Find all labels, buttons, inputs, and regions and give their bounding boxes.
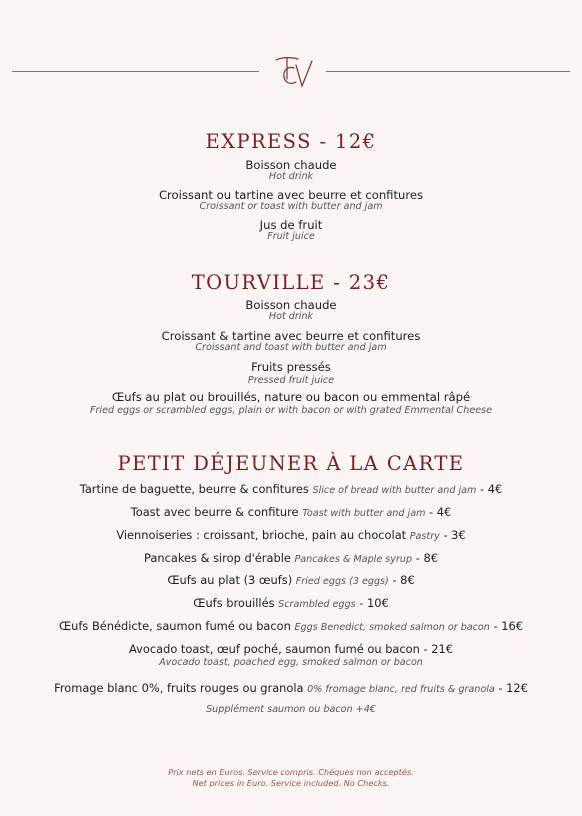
tourville-title: TOURVILLE - 23€ <box>191 271 391 294</box>
menu-item-price: - 12€ <box>498 681 528 695</box>
express-item-en: Croissant or toast with butter and jam <box>199 201 383 212</box>
menu-item-name: Avocado toast, œuf poché, saumon fumé ou bacon <box>129 642 420 656</box>
menu-item-name: Œufs au plat (3 œufs) <box>167 573 293 587</box>
menu-item <box>0 573 582 587</box>
menu-item-translation: Pastry <box>409 531 440 542</box>
tourville-item-fr: Fruits pressés <box>251 360 331 374</box>
menu-item-name: Fromage blanc 0%, fruits rouges ou granola <box>54 681 304 695</box>
menu-item-name: Pancakes & sirop d'érable <box>144 551 291 565</box>
express-title: EXPRESS - 12€ <box>205 130 377 153</box>
menu-item-translation: Toast with butter and jam <box>302 508 426 519</box>
menu-item-price: - 21€ <box>423 642 453 656</box>
menu-item-price: - 8€ <box>392 573 415 587</box>
express-item-fr: Jus de fruit <box>259 218 323 232</box>
menu-item-price: - 4€ <box>429 505 452 519</box>
footer-note-fr: Prix nets en Euros. Service compris. Chèques non acceptés. <box>168 767 414 777</box>
menu-item <box>0 681 582 695</box>
menu-item <box>0 482 582 496</box>
header-divider-left <box>12 71 259 72</box>
menu-item <box>0 505 582 519</box>
monogram-logo-icon <box>270 52 316 92</box>
menu-item-name: Viennoiseries : croissant, brioche, pain au chocolat <box>116 528 407 542</box>
express-item-en: Fruit juice <box>267 231 315 242</box>
menu-item <box>0 528 582 542</box>
menu-item-price: - 16€ <box>493 619 523 633</box>
supplement-note: Supplément saumon ou bacon +4€ <box>206 704 376 715</box>
menu-item <box>0 551 582 565</box>
menu-item-name: Toast avec beurre & confiture <box>130 505 299 519</box>
menu-item-price: - 10€ <box>359 596 389 610</box>
footer-note-en: Net prices in Euro. Service included. No Checks. <box>192 778 390 788</box>
tourville-item-en: Pressed fruit juice <box>247 375 335 386</box>
menu-item <box>0 642 582 656</box>
header-divider-right <box>326 71 570 72</box>
menu-item-translation: Scrambled eggs <box>278 599 356 610</box>
tourville-item-fr: Croissant & tartine avec beurre et confitures <box>161 329 421 343</box>
menu-item-price: - 3€ <box>443 528 466 542</box>
menu-item <box>0 619 582 633</box>
menu-item-name: Œufs brouillés <box>193 596 275 610</box>
menu-item-translation: Avocado toast, poached egg, smoked salmon or bacon <box>159 657 423 668</box>
menu-item-name: Tartine de baguette, beurre & confitures <box>79 482 309 496</box>
tourville-item-en: Hot drink <box>268 311 314 322</box>
tourville-item-en: Fried eggs or scrambled eggs, plain or with bacon or with grated Emmental Cheese <box>89 405 493 416</box>
menu-item-translation: Fried eggs (3 eggs) <box>295 576 389 587</box>
menu-item-translation: Pancakes & Maple syrup <box>294 554 413 565</box>
menu-item-translation: 0% fromage blanc, red fruits & granola <box>307 684 495 695</box>
express-item-fr: Boisson chaude <box>245 158 337 172</box>
menu-item <box>0 596 582 610</box>
menu-item-price: - 8€ <box>415 551 438 565</box>
tourville-item-fr: Boisson chaude <box>245 298 337 312</box>
carte-title: PETIT DÉJEUNER À LA CARTE <box>117 452 465 475</box>
menu-item-name: Œufs Bénédicte, saumon fumé ou bacon <box>59 619 291 633</box>
tourville-item-en: Croissant and toast with butter and jam <box>195 342 387 353</box>
menu-item-price: - 4€ <box>480 482 503 496</box>
menu-item-translation: Eggs Benedict, smoked salmon or bacon <box>294 622 490 633</box>
express-item-en: Hot drink <box>268 171 314 182</box>
menu-item-translation: Slice of bread with butter and jam <box>312 485 477 496</box>
tourville-item-fr: Œufs au plat ou brouillés, nature ou bacon ou emmental râpé <box>111 390 471 404</box>
express-item-fr: Croissant ou tartine avec beurre et confitures <box>158 188 424 202</box>
